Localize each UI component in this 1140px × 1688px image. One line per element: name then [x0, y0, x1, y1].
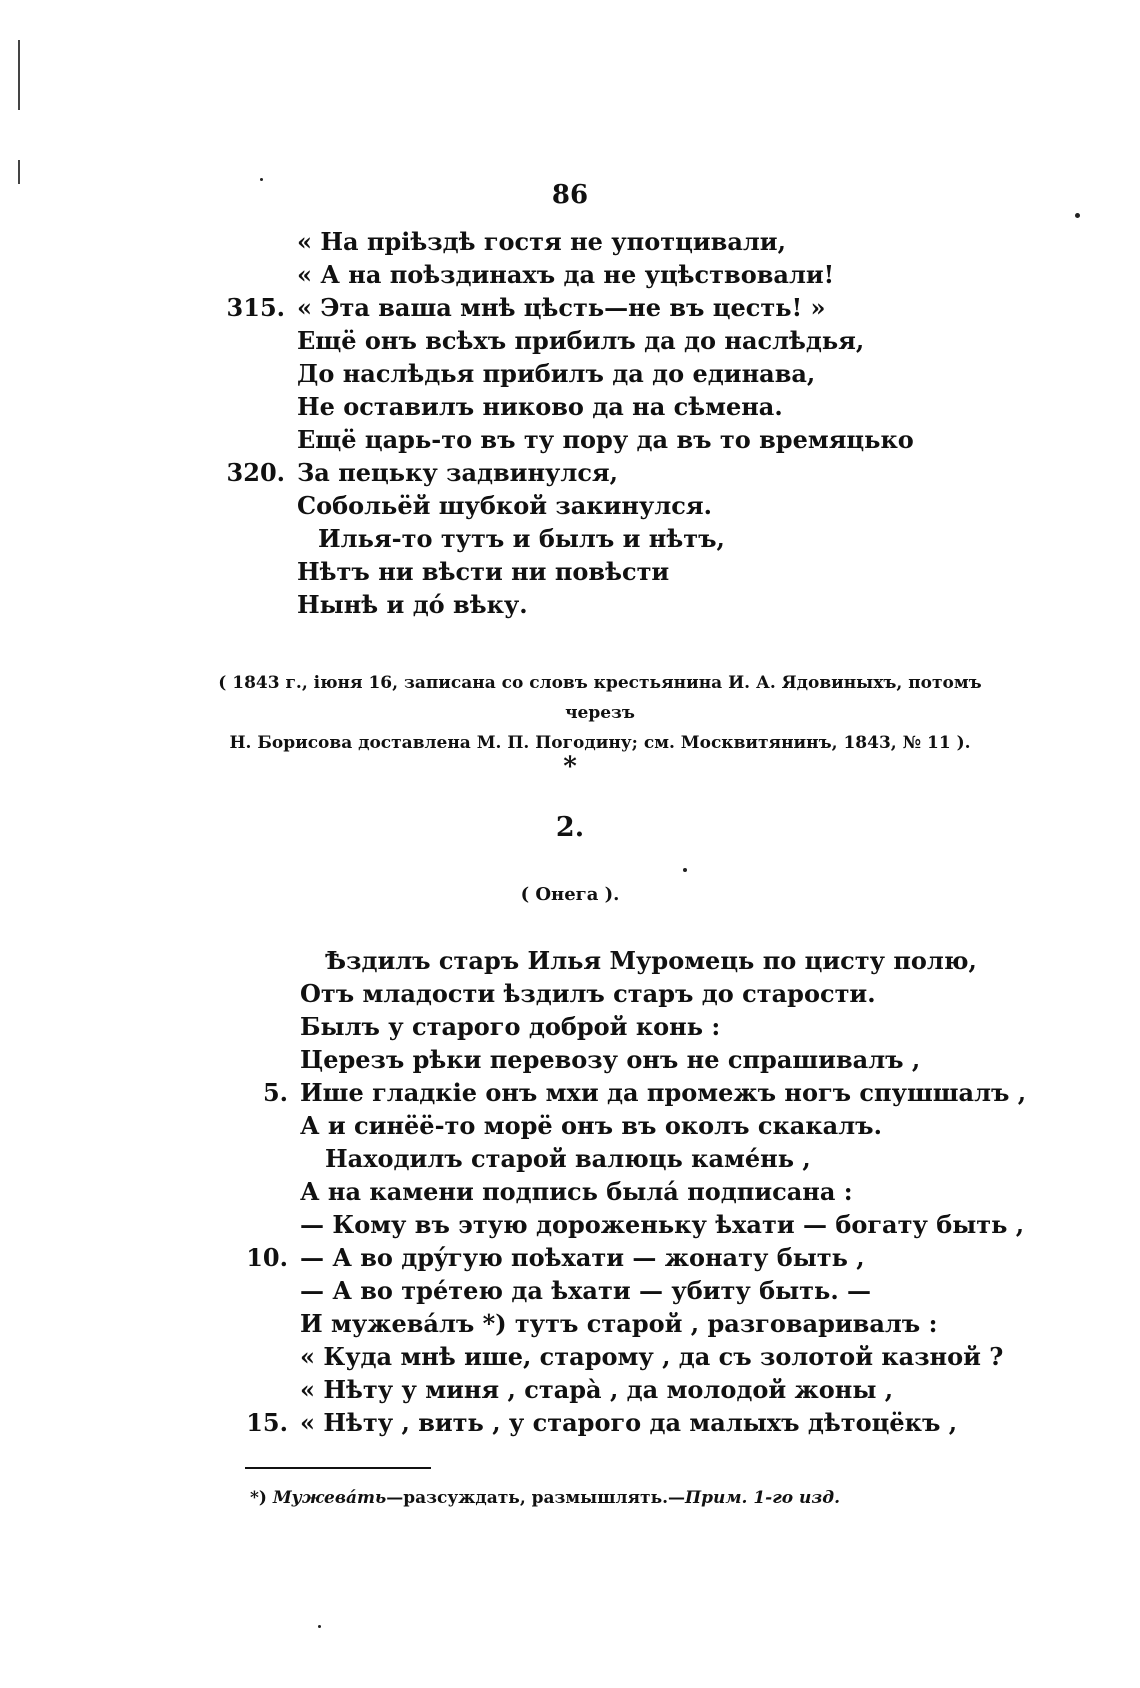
- verse-text: — А во дрýгую поѣхати — жонату быть ,: [300, 1243, 865, 1272]
- verse-text: Нѣтъ ни вѣсти ни повѣсти: [297, 557, 670, 586]
- footnote-definition: —разсуждать, размышлять.—: [386, 1488, 686, 1508]
- verse-line: [0, 390, 1000, 423]
- verse-line: [0, 423, 1000, 456]
- verse-text: За пецьку задвинулся,: [297, 458, 619, 487]
- line-number: 15.: [246, 1408, 288, 1437]
- verse-text: — Кому въ этую дороженьку ѣхати — богату быть ,: [300, 1210, 1025, 1239]
- verse-line: [0, 1076, 1027, 1109]
- source-note-line-2: Н. Борисова доставлена М. П. Погодину; см. Москвитянинъ, 1843, № 11 ).: [229, 733, 971, 753]
- verse-line: [0, 1373, 1000, 1406]
- footnote-marker: *): [250, 1488, 267, 1508]
- verse-text: « Нѣту , вить , у старого да малыхъ дѣтоцёкъ ,: [300, 1408, 958, 1437]
- page-number: 86: [551, 180, 589, 210]
- verse-line: [0, 555, 1000, 588]
- footnote: [250, 1488, 840, 1508]
- verse-line: [0, 324, 1000, 357]
- source-note: [200, 668, 1000, 758]
- verse-line: [0, 522, 1000, 555]
- verse-text: Илья-то тутъ и былъ и нѣтъ,: [318, 524, 725, 553]
- verse-line: [0, 1340, 1004, 1373]
- verse-text: « На пріѣздѣ гостя не употцивали,: [297, 227, 786, 256]
- source-note-line-1: ( 1843 г., iюня 16, записана со словъ крестьянина И. А. Ядовиныхъ, потомъ черезъ: [218, 673, 982, 723]
- verse-line: [0, 1043, 1000, 1076]
- verse-line: [0, 225, 1000, 258]
- verse-line: [0, 1010, 1000, 1043]
- verse-line: [0, 1142, 1000, 1175]
- verse-line: [0, 1109, 1000, 1142]
- line-number: 10.: [246, 1243, 288, 1272]
- speck-2: [1075, 213, 1080, 218]
- verse-line: [0, 357, 1000, 390]
- scan-edge-mark-1: [18, 40, 20, 110]
- verse-line: [0, 1307, 1000, 1340]
- verse-line: [0, 588, 1000, 621]
- poem-section-1: [0, 225, 1000, 621]
- verse-text: До наслѣдья прибилъ да до единава,: [297, 359, 816, 388]
- footnote-note: Прим. 1-го изд.: [685, 1488, 840, 1508]
- verse-text: « Эта ваша мнѣ цѣсть—не въ цесть! »: [297, 293, 826, 322]
- verse-line: [0, 291, 1000, 324]
- line-number: 320.: [226, 458, 285, 487]
- verse-text: « А на поѣздинахъ да не уцѣствовали!: [297, 260, 835, 289]
- verse-text: Отъ младости ѣздилъ старъ до старости.: [300, 979, 876, 1008]
- verse-text: « Куда мнѣ ише, старому , да съ золотой казной ?: [300, 1342, 1004, 1371]
- verse-text: Былъ у старого доброй конь :: [300, 1012, 721, 1041]
- verse-text: Ещё онъ всѣхъ прибилъ да до наслѣдья,: [297, 326, 865, 355]
- verse-text: Ише гладкіе онъ мхи да промежъ ногъ спушшалъ ,: [300, 1078, 1027, 1107]
- verse-line: [0, 1406, 1000, 1439]
- verse-text: Ещё царь-то въ ту пору да въ то времяцько: [297, 425, 914, 454]
- footnote-term: Мужевáть: [272, 1488, 387, 1508]
- verse-line: [0, 1175, 1000, 1208]
- location-heading: ( Онега ).: [520, 884, 620, 905]
- verse-text: Нынѣ и дó вѣку.: [297, 590, 528, 619]
- verse-line: [0, 1208, 1025, 1241]
- verse-text: А и синёё-то морё онъ въ околъ скакалъ.: [300, 1111, 882, 1140]
- asterism: *: [563, 752, 577, 782]
- verse-line: [0, 456, 1000, 489]
- verse-line: [0, 1241, 1000, 1274]
- verse-text: Ѣздилъ старъ Илья Муромець по цисту полю,: [325, 946, 977, 975]
- verse-line: [0, 1274, 1000, 1307]
- line-number: 315.: [226, 293, 285, 322]
- verse-text: Находилъ старой валюць камéнь ,: [325, 1144, 811, 1173]
- verse-text: Церезъ рѣки перевозу онъ не спрашивалъ ,: [300, 1045, 921, 1074]
- verse-line: [0, 977, 1000, 1010]
- verse-text: « Нѣту у миня , старà , да молодой жоны ,: [300, 1375, 894, 1404]
- speck-3: [683, 868, 687, 872]
- poem-section-2: [0, 944, 1027, 1439]
- verse-line: [0, 489, 1000, 522]
- speck-4: [318, 1625, 321, 1628]
- verse-line: [0, 944, 1000, 977]
- verse-line: [0, 258, 1000, 291]
- footnote-divider: [245, 1467, 431, 1469]
- verse-text: А на камени подпись былá подписана :: [300, 1177, 853, 1206]
- section-number: 2.: [555, 812, 585, 843]
- verse-text: Собольёй шубкой закинулся.: [297, 491, 712, 520]
- verse-text: Не оставилъ никово да на сѣмена.: [297, 392, 783, 421]
- verse-text: — А во трéтею да ѣхати — убиту быть. —: [300, 1276, 872, 1305]
- verse-text: И мужевáлъ *) тутъ старой , разговаривалъ :: [300, 1309, 938, 1338]
- line-number: 5.: [262, 1078, 288, 1107]
